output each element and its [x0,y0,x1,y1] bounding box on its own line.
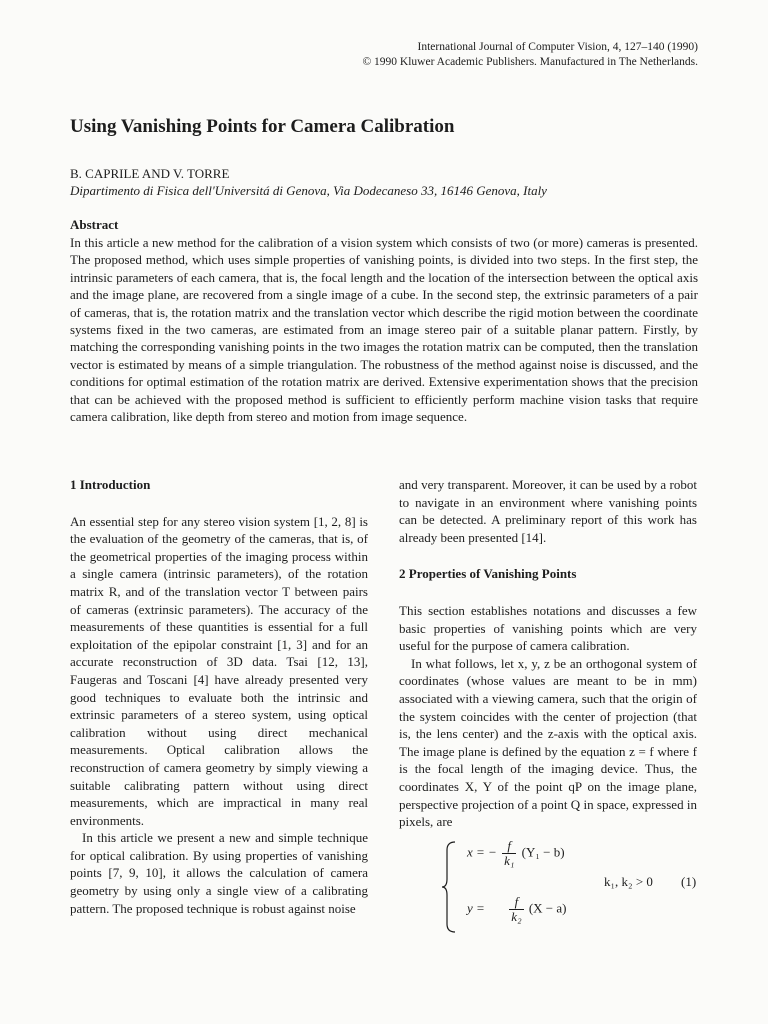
abstract-heading: Abstract [70,217,119,232]
equation-number: (1) [681,873,697,889]
copyright-line: © 1990 Kluwer Academic Publishers. Manufactured in The Netherlands. [362,56,698,68]
equation-1 [399,833,697,943]
section2-paragraph-1: This section establishes notations and discusses a few basic properties of vanishing points which are very useful for the purpose of camera calibration. [399,602,697,654]
equation-row-y: y = $\frac{f}{\text{k₂}}$ (X − a) [467,893,567,924]
abstract-text: In this article a new method for the calibration of a vision system which consists of two (or more) cameras is presented. The proposed method, which uses simple properties of vanishing points, is divided into two steps. In the first step, the intrinsic parameters of each camera, that is, the focal length and the location of the intersection between the optical axis and the image plane, are recovered from a single image of a cube. In the second step, the extrinsic parameters of a pair of cameras, that is, the rotation matrix and the translation vector which describe the rigid motion between the coordinate systems fixed in the two cameras, are estimated from an image stereo pair of a suitable planar pattern. Firstly, by matching the corresponding vanishing points in the two images the rotation matrix can be computed, then the translation vector is estimated by means of a simple triangulation. The robustness of the method against noise is discussed, and the conditions for optimal estimation of the rotation matrix are derived. Extensive experimentation shows that the precision that can be achieved with the proposed method is sufficient to efficiently perform machine vision tasks that require camera calibration, like depth from stereo and motion from image sequence. [70,235,698,425]
author-affiliation: Dipartimento di Fisica dell'Universitá di Genova, Via Dodecaneso 33, 16146 Genova, Italy [70,183,547,198]
section-heading-introduction: 1 Introduction [70,477,151,492]
section-heading-vanishing-points: 2 Properties of Vanishing Points [399,566,577,582]
intro-paragraph-continued: and very transparent. Moreover, it can be used by a robot to navigate in an environment where vanishing points can be detected. A preliminary report of this work has already been presented [14]. [399,477,697,545]
paper-title: Using Vanishing Points for Camera Calibration [70,116,455,137]
intro-paragraph-1: An essential step for any stereo vision system [1, 2, 8] is the evaluation of the geometry of the cameras, that is, of the geometrical properties of the imaging process within a single camera (intrinsic parameters), of the rotation matrix R, and of the translation vector T between pairs of cameras (extrinsic parameters). The accuracy of the measurements of these quantities is essential for a full exploitation of the epipolar constraint [1, 3] and for an accurate reconstruction of 3D data. Tsai [12, 13], Faugeras and Toscani [4] have already presented very good techniques to evaluate both the intrinsic and extrinsic parameters of a stereo system, using optical calibration without using direct mechanical measurements. Optical calibration allows the reconstruction of camera geometry by simply viewing a suitable calibrating pattern without using direct measurements, which are impractical in many real environments. [70,513,368,828]
equation-condition: k₁, k₂ > 0 [604,873,653,889]
intro-paragraph-2: In this article we present a new and simple technique for optical calibration. By using properties of vanishing points [7, 9, 10], it allows the calculation of camera geometry by using only a single view of a calibrating pattern. The proposed technique is robust against noise [70,830,368,916]
right-column [399,476,697,943]
journal-citation: International Journal of Computer Vision, 4, 127–140 (1990) [417,41,698,53]
paper-authors: B. CAPRILE AND V. TORRE [70,166,230,181]
left-brace-icon [441,841,457,933]
left-column [70,476,368,917]
section2-paragraph-2: In what follows, let x, y, z be an orthogonal system of coordinates (whose values are meant to be in mm) associated with a viewing camera, such that the origin of the system coincides with the center of projection (that is, the lens center) and the z-axis with the optical axis. The image plane is defined by the equation z = f where f is the focal length of the imaging device. Thus, the coordinates X, Y of the point qP on the image plane, perspective projection of a point Q in space, expressed in pixels, are [399,655,697,830]
journal-header [362,40,698,70]
equation-row-x: x = − $\frac{f}{\text{k₁}}$ (Y₁ − b) [467,837,565,868]
